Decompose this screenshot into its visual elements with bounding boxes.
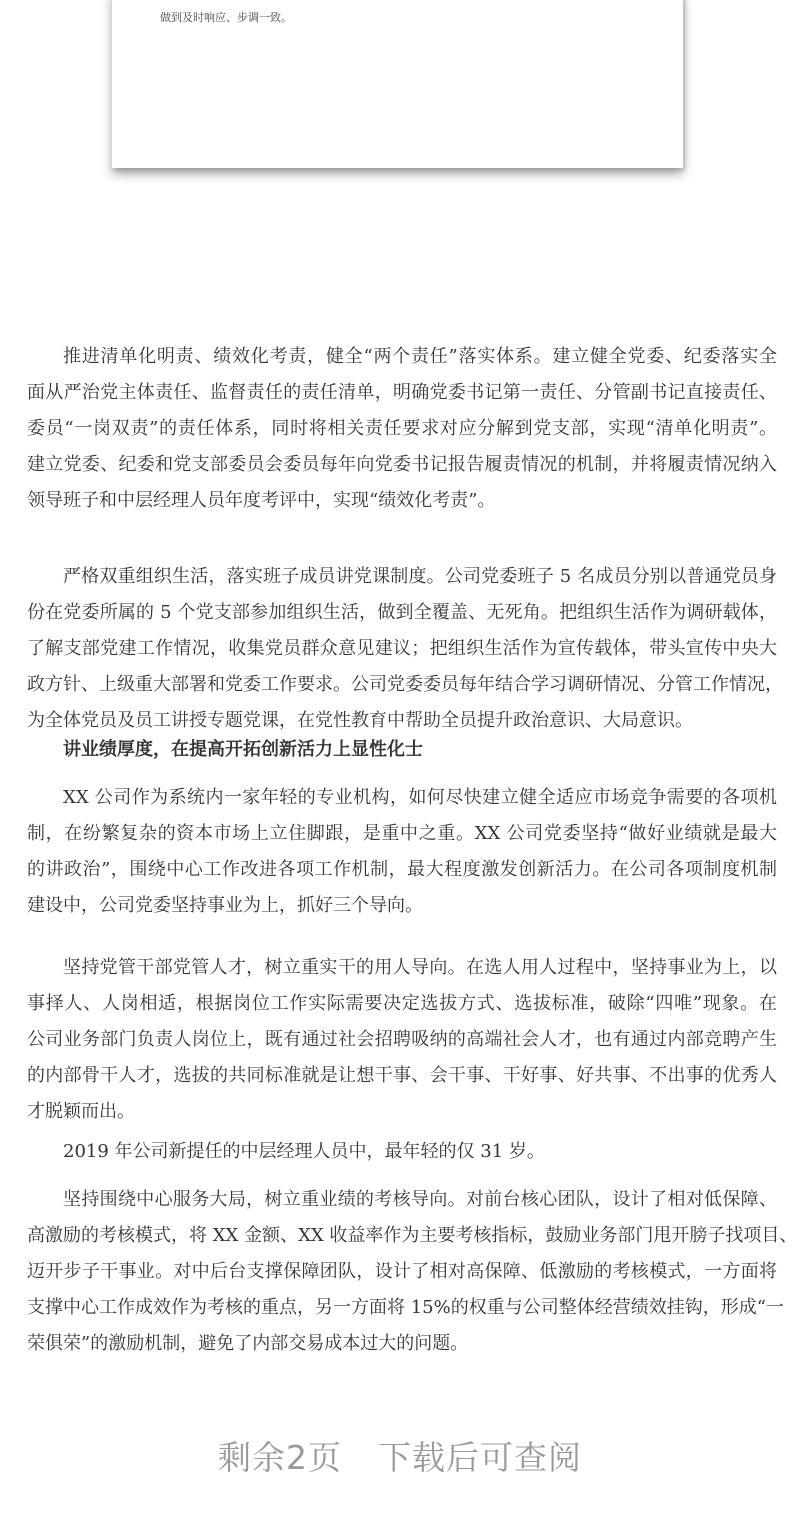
text-line: 迈开步子干事业。对中后台支撑保障团队，设计了相对高保障、低激励的考核模式，一方面将 [27,1261,777,1282]
text-line: 荣俱荣”的激励机制，避免了内部交易成本过大的问题。 [27,1333,469,1354]
text-line: 制，在纷繁复杂的资本市场上立住脚跟，是重中之重。XX 公司党委坚持“做好业绩就是最大 [27,823,777,844]
text-line: 面从严治党主体责任、监督责任的责任清单，明确党委书记第一责任、分管副书记直接责任、 [27,382,777,403]
text-line: 支撑中心工作成效作为考核的重点，另一方面将 15%的权重与公司整体经营绩效挂钩，形成“一 [27,1297,784,1318]
text-line: 高激励的考核模式，将 XX 金额、XX 收益率作为主要考核指标，鼓励业务部门甩开膀子找项目、 [27,1225,798,1246]
text-line: 政方针、上级重大部署和党委工作要求。公司党委委员每年结合学习调研情况、分管工作情况， [27,674,783,695]
text-line: 的内部骨干人才，选拔的共同标准就是让想干事、会干事、干好事、好共事、不出事的优秀人 [27,1065,777,1086]
text-line: 严格双重组织生活，落实班子成员讲党课制度。公司党委班子 5 名成员分别以普通党员身 [63,566,777,587]
paragraph [27,559,783,739]
paragraph [27,1134,777,1170]
paragraph [27,1182,798,1362]
text-line: 建设中，公司党委坚持事业为上，抓好三个导向。 [27,895,423,916]
paragraph [27,780,777,924]
text-line: 讲业绩厚度，在提高开拓创新活力上显性化士 [63,739,423,760]
previous-page-card [112,0,683,168]
text-line: XX 公司作为系统内一家年轻的专业机构，如何尽快建立健全适应市场竞争需要的各项机 [63,787,777,808]
text-line: 2019 年公司新提任的中层经理人员中，最年轻的仅 31 岁。 [63,1141,545,1162]
text-line: 推进清单化明责、绩效化考责，健全“两个责任”落实体系。建立健全党委、纪委落实全 [63,346,777,367]
text-line: 才脱颖而出。 [27,1101,135,1122]
text-line: 委员“一岗双责”的责任体系，同时将相关责任要求对应分解到党支部，实现“清单化明责”。 [27,418,777,439]
text-line: 坚持党管干部党管人才，树立重实干的用人导向。在选人用人过程中，坚持事业为上，以 [63,957,777,978]
text-line: 的讲政治”，围绕中心工作改进各项工作机制，最大程度激发创新活力。在公司各项制度机制 [27,859,777,880]
text-line: 建立党委、纪委和党支部委员会委员每年向党委书记报告履责情况的机制，并将履责情况纳入 [27,454,777,475]
remaining-pages-label: 剩余2页 [218,1438,342,1477]
text-line: 为全体党员及员工讲授专题党课，在党性教育中帮助全员提升政治意识、大局意识。 [27,710,693,731]
text-line: 事择人、人岗相适，根据岗位工作实际需要决定选拔方式、选拔标准，破除“四唯”现象。在 [27,993,777,1014]
text-line: 了解支部党建工作情况，收集党员群众意见建议；把组织生活作为宣传载体，带头宣传中央大 [27,638,777,659]
text-line: 领导班子和中层经理人员年度考评中，实现“绩效化考责”。 [27,490,496,511]
download-prompt[interactable] [0,1432,800,1479]
text-line: 公司业务部门负责人岗位上，既有通过社会招聘吸纳的高端社会人才，也有通过内部竞聘产生 [27,1029,777,1050]
text-line: 份在党委所属的 5 个党支部参加组织生活，做到全覆盖、无死角。把组织生活作为调研载体， [27,602,777,623]
previous-page-last-line: 做到及时响应、步调一致。 [160,11,292,24]
text-line: 坚持围绕中心服务大局，树立重业绩的考核导向。对前台核心团队，设计了相对低保障、 [63,1189,777,1210]
download-hint-label: 下载后可查阅 [378,1438,582,1477]
paragraph [27,950,777,1130]
section-heading [27,732,777,768]
paragraph [27,339,777,519]
